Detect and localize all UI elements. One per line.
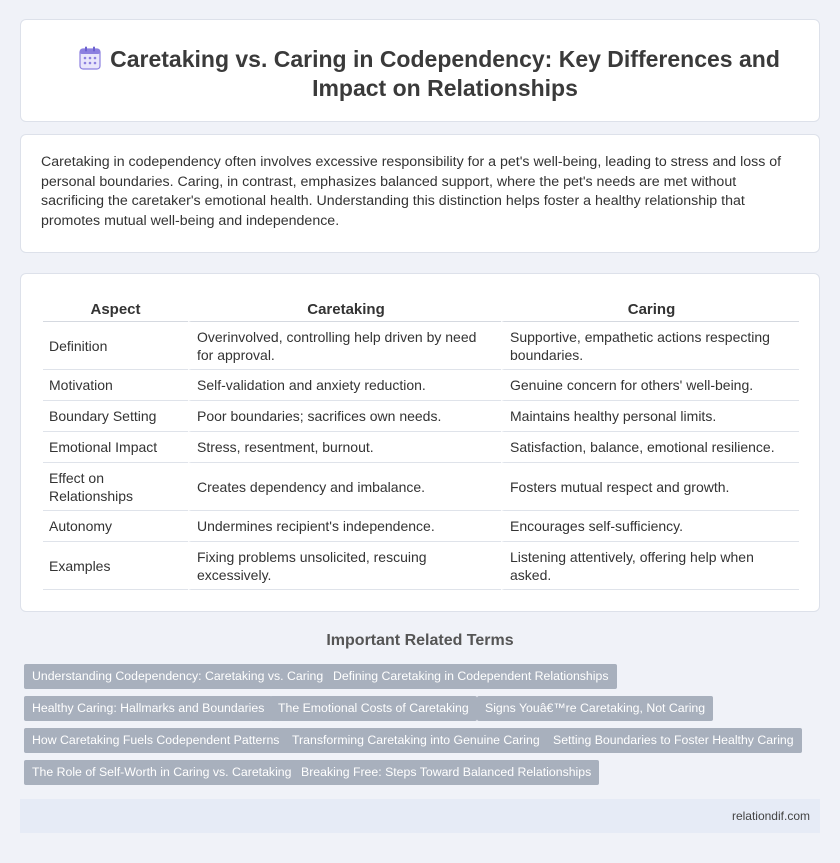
caring-cell: Listening attentively, offering help when asked. xyxy=(501,542,799,590)
aspect-cell: Effect on Relationships xyxy=(43,463,188,511)
page-title: Caretaking vs. Caring in Codependency: Key Differences and Impact on Relationships xyxy=(110,46,780,101)
caring-cell: Genuine concern for others' well-being. xyxy=(501,370,799,401)
intro-card xyxy=(20,134,820,253)
caretaking-cell: Self-validation and anxiety reduction. xyxy=(188,370,501,401)
caretaking-cell: Undermines recipient's independence. xyxy=(188,511,501,542)
related-term-tag[interactable]: The Emotional Costs of Caretaking xyxy=(270,696,477,721)
related-term-tag[interactable]: Transforming Caretaking into Genuine Caring xyxy=(284,728,548,753)
related-term-tag[interactable]: Breaking Free: Steps Toward Balanced Relationships xyxy=(293,760,599,785)
related-term-tag[interactable]: Setting Boundaries to Foster Healthy Caring xyxy=(545,728,802,753)
table-row xyxy=(43,322,799,370)
footer-site-link[interactable]: relationdif.com xyxy=(731,809,810,823)
column-header-caring: Caring xyxy=(501,294,799,322)
title-card xyxy=(20,19,820,122)
table-row xyxy=(43,542,799,590)
table-row xyxy=(43,432,799,463)
aspect-cell: Examples xyxy=(43,542,188,590)
caring-cell: Maintains healthy personal limits. xyxy=(501,401,799,432)
related-term-tag[interactable]: Healthy Caring: Hallmarks and Boundaries xyxy=(24,696,272,721)
caretaking-cell: Fixing problems unsolicited, rescuing excessively. xyxy=(188,542,501,590)
related-term-tag[interactable]: How Caretaking Fuels Codependent Patterns xyxy=(24,728,287,753)
table-row xyxy=(43,511,799,542)
table-row xyxy=(43,463,799,511)
table-row xyxy=(43,401,799,432)
column-header-aspect: Aspect xyxy=(43,294,188,322)
comparison-card xyxy=(20,273,820,612)
aspect-cell: Definition xyxy=(43,322,188,370)
comparison-table xyxy=(43,294,799,590)
table-row xyxy=(43,370,799,401)
footer-bar xyxy=(20,799,820,833)
aspect-cell: Autonomy xyxy=(43,511,188,542)
caretaking-cell: Stress, resentment, burnout. xyxy=(188,432,501,463)
caretaking-cell: Overinvolved, controlling help driven by need for approval. xyxy=(188,322,501,370)
related-term-tag[interactable]: Defining Caretaking in Codependent Relationships xyxy=(325,664,617,689)
related-terms-heading: Important Related Terms xyxy=(326,632,514,649)
aspect-cell: Emotional Impact xyxy=(43,432,188,463)
caring-cell: Fosters mutual respect and growth. xyxy=(501,463,799,511)
aspect-cell: Boundary Setting xyxy=(43,401,188,432)
table-header-row xyxy=(43,294,799,322)
related-term-tag[interactable]: Signs Youâ€™re Caretaking, Not Caring xyxy=(477,696,713,721)
column-header-caretaking: Caretaking xyxy=(188,294,501,322)
aspect-cell: Motivation xyxy=(43,370,188,401)
related-term-tag[interactable]: The Role of Self-Worth in Caring vs. Caretaking xyxy=(24,760,299,785)
caretaking-cell: Poor boundaries; sacrifices own needs. xyxy=(188,401,501,432)
caring-cell: Satisfaction, balance, emotional resilience. xyxy=(501,432,799,463)
caring-cell: Encourages self-sufficiency. xyxy=(501,511,799,542)
caretaking-cell: Creates dependency and imbalance. xyxy=(188,463,501,511)
related-term-tag[interactable]: Understanding Codependency: Caretaking vs. Caring xyxy=(24,664,331,689)
intro-paragraph: Caretaking in codependency often involves excessive responsibility for a pet's well-being, leading to stress and loss of personal boundaries. Caring, in contrast, emphasizes balanced support, where the pet's needs are met without sacrificing the caretaker's emotional health. Understanding this distinction helps foster a healthy relationship that promotes mutual well-being and independence. xyxy=(41,154,782,229)
caring-cell: Supportive, empathetic actions respecting boundaries. xyxy=(501,322,799,370)
